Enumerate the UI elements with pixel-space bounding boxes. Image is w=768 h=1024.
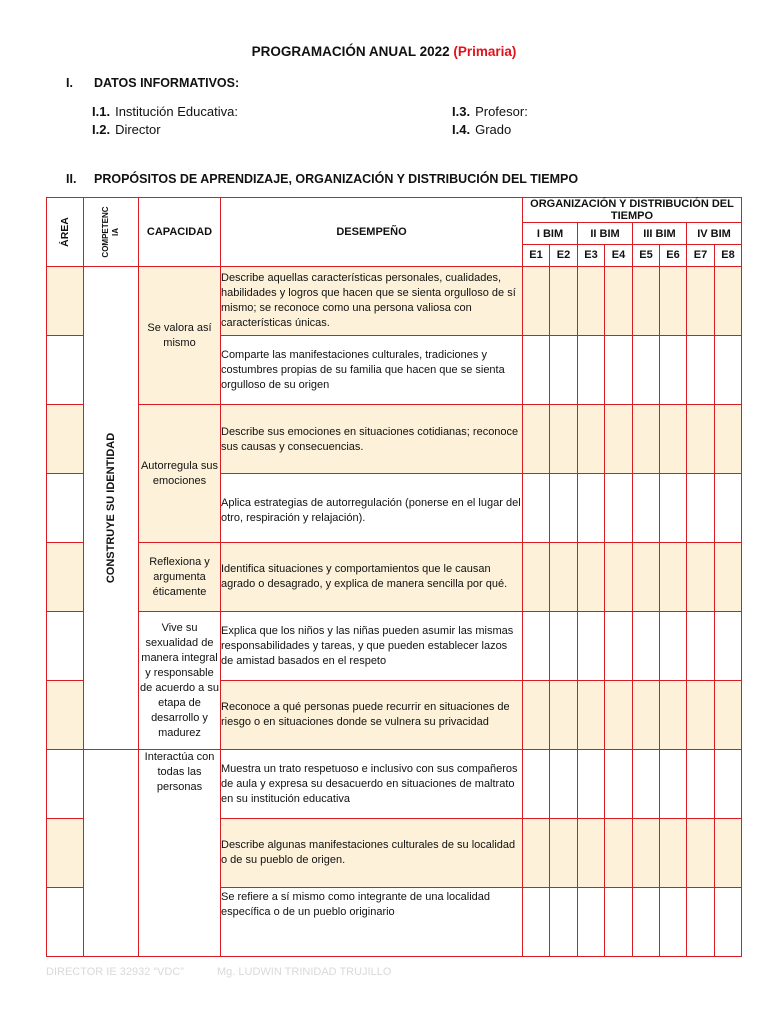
area-cell	[47, 543, 84, 612]
e-cell	[550, 543, 578, 612]
field-director	[92, 122, 161, 137]
capacidad-cell: Interactúa con todas las personas	[139, 750, 221, 957]
field-institucion	[92, 104, 238, 119]
e-cell	[605, 405, 633, 474]
competencia-cell	[84, 750, 139, 957]
field-label: Grado	[475, 122, 512, 137]
table-row	[47, 405, 742, 474]
field-code: I.2.	[92, 122, 111, 137]
section-2-number: II.	[66, 172, 77, 186]
desempeno-cell: Describe sus emociones en situaciones cotidianas; reconoce sus causas y consecuencias.	[221, 405, 523, 474]
footer-left: DIRECTOR IE 32932 “VDC”	[46, 966, 184, 978]
header-desempeno: DESEMPEÑO	[221, 198, 523, 267]
area-cell	[47, 612, 84, 681]
header-e2: E2	[550, 244, 578, 266]
e-cell	[523, 612, 550, 681]
desempeno-cell: Se refiere a sí mismo como integrante de una localidad específica o de un pueblo originario	[221, 888, 523, 957]
e-cell	[715, 405, 742, 474]
e-cell	[578, 336, 605, 405]
area-cell	[47, 819, 84, 888]
e-cell	[523, 681, 550, 750]
capacidad-cell: Autorregula sus emociones	[139, 405, 221, 543]
e-cell	[550, 750, 578, 819]
e-cell	[578, 267, 605, 336]
programacion-table	[46, 197, 742, 957]
e-cell	[550, 405, 578, 474]
e-cell	[660, 750, 687, 819]
e-cell	[523, 888, 550, 957]
header-e6: E6	[660, 244, 687, 266]
section-1-title: DATOS INFORMATIVOS:	[94, 76, 240, 90]
e-cell	[578, 612, 605, 681]
e-cell	[633, 750, 660, 819]
e-cell	[550, 267, 578, 336]
e-cell	[633, 819, 660, 888]
title-main: PROGRAMACIÓN ANUAL 2022	[251, 44, 450, 59]
header-e5: E5	[633, 244, 660, 266]
field-grado	[452, 122, 511, 137]
desempeno-cell: Identifica situaciones y comportamientos que le causan agrado o desagrado, y explica de manera sencilla por qué.	[221, 543, 523, 612]
desempeno-cell: Aplica estrategias de autorregulación (ponerse en el lugar del otro, respiración y relajación).	[221, 474, 523, 543]
header-bim-2: II BIM	[578, 223, 633, 244]
e-cell	[687, 681, 715, 750]
e-cell	[660, 681, 687, 750]
competencia-label: CONSTRUYE SU IDENTIDAD	[105, 432, 117, 584]
e-cell	[605, 750, 633, 819]
header-bim-4: IV BIM	[687, 223, 742, 244]
e-cell	[605, 336, 633, 405]
e-cell	[550, 681, 578, 750]
e-cell	[715, 819, 742, 888]
e-cell	[660, 543, 687, 612]
e-cell	[605, 474, 633, 543]
e-cell	[633, 543, 660, 612]
header-organizacion: ORGANIZACIÓN Y DISTRIBUCIÓN DEL TIEMPO	[523, 198, 742, 223]
e-cell	[523, 405, 550, 474]
field-label: Profesor:	[475, 104, 528, 119]
area-cell	[47, 267, 84, 336]
e-cell	[633, 336, 660, 405]
capacidad-cell: Reflexiona y argumenta éticamente	[139, 543, 221, 612]
field-label: Director	[115, 122, 161, 137]
table-row	[47, 543, 742, 612]
table-row	[47, 267, 742, 336]
capacidad-cell: Se valora así mismo	[139, 267, 221, 405]
e-cell	[578, 888, 605, 957]
header-bim-3: III BIM	[633, 223, 687, 244]
header-e1: E1	[523, 244, 550, 266]
e-cell	[550, 888, 578, 957]
footer-watermark	[46, 966, 421, 978]
header-e4: E4	[605, 244, 633, 266]
table-row	[47, 750, 742, 819]
header-area-cell	[47, 198, 84, 267]
desempeno-cell: Muestra un trato respetuoso e inclusivo con sus compañeros de aula y expresa su desacuerdo en situaciones de maltrato en su institución educativa	[221, 750, 523, 819]
header-competencia: COMPETENC IA	[101, 206, 120, 258]
e-cell	[715, 888, 742, 957]
table-row	[47, 612, 742, 681]
footer-right: Mg. LUDWIN TRINIDAD TRUJILLO	[217, 966, 392, 978]
e-cell	[523, 819, 550, 888]
e-cell	[633, 267, 660, 336]
e-cell	[660, 888, 687, 957]
header-e3: E3	[578, 244, 605, 266]
e-cell	[605, 681, 633, 750]
e-cell	[578, 543, 605, 612]
header-bim-1: I BIM	[523, 223, 578, 244]
field-code: I.1.	[92, 104, 111, 119]
e-cell	[633, 681, 660, 750]
e-cell	[660, 612, 687, 681]
header-e8: E8	[715, 244, 742, 266]
e-cell	[715, 612, 742, 681]
e-cell	[715, 681, 742, 750]
e-cell	[660, 405, 687, 474]
e-cell	[687, 819, 715, 888]
field-label: Institución Educativa:	[115, 104, 238, 119]
e-cell	[687, 336, 715, 405]
e-cell	[633, 405, 660, 474]
e-cell	[605, 888, 633, 957]
header-e7: E7	[687, 244, 715, 266]
e-cell	[523, 750, 550, 819]
e-cell	[578, 681, 605, 750]
e-cell	[550, 474, 578, 543]
e-cell	[715, 336, 742, 405]
e-cell	[687, 543, 715, 612]
area-cell	[47, 474, 84, 543]
area-cell	[47, 405, 84, 474]
e-cell	[550, 819, 578, 888]
section-2-title: PROPÓSITOS DE APRENDIZAJE, ORGANIZACIÓN Y DISTRIBUCIÓN DEL TIEMPO	[94, 172, 579, 186]
e-cell	[715, 474, 742, 543]
e-cell	[605, 612, 633, 681]
capacidad-cell: Vive su sexualidad de manera integral y responsable de acuerdo a su etapa de desarrollo y madurez	[139, 612, 221, 750]
area-cell	[47, 681, 84, 750]
title-highlight: (Primaria)	[453, 44, 517, 59]
e-cell	[605, 819, 633, 888]
e-cell	[687, 612, 715, 681]
document-title	[0, 44, 768, 59]
e-cell	[578, 750, 605, 819]
e-cell	[578, 819, 605, 888]
competencia-cell	[84, 267, 139, 750]
desempeno-cell: Reconoce a qué personas puede recurrir en situaciones de riesgo o en situaciones donde se vulnera su privacidad	[221, 681, 523, 750]
header-capacidad: CAPACIDAD	[139, 198, 221, 267]
e-cell	[523, 543, 550, 612]
e-cell	[687, 888, 715, 957]
e-cell	[605, 543, 633, 612]
e-cell	[550, 612, 578, 681]
e-cell	[687, 750, 715, 819]
e-cell	[633, 474, 660, 543]
e-cell	[660, 267, 687, 336]
desempeno-cell: Describe aquellas características personales, cualidades, habilidades y logros que hacen que se sienta orgulloso de sí mismo; se reconoce como una persona valiosa con características únicas.	[221, 267, 523, 336]
area-cell	[47, 750, 84, 819]
desempeno-cell: Explica que los niños y las niñas pueden asumir las mismas responsabilidades y tareas, y que pueden establecer lazos de amistad basados en el respeto	[221, 612, 523, 681]
section-1-number: I.	[66, 76, 73, 90]
e-cell	[660, 336, 687, 405]
desempeno-cell: Comparte las manifestaciones culturales, tradiciones y costumbres propias de su familia que hacen que se sienta orgulloso de su origen	[221, 336, 523, 405]
e-cell	[523, 474, 550, 543]
e-cell	[687, 474, 715, 543]
e-cell	[687, 267, 715, 336]
field-profesor	[452, 104, 528, 119]
e-cell	[550, 336, 578, 405]
e-cell	[715, 267, 742, 336]
e-cell	[687, 405, 715, 474]
field-code: I.4.	[452, 122, 471, 137]
e-cell	[633, 888, 660, 957]
header-area: ÁREA	[59, 217, 71, 247]
e-cell	[523, 336, 550, 405]
e-cell	[633, 612, 660, 681]
area-cell	[47, 888, 84, 957]
e-cell	[660, 819, 687, 888]
e-cell	[578, 405, 605, 474]
e-cell	[715, 750, 742, 819]
desempeno-cell: Describe algunas manifestaciones culturales de su localidad o de su pueblo de origen.	[221, 819, 523, 888]
e-cell	[715, 543, 742, 612]
header-competencia-cell	[84, 198, 139, 267]
field-code: I.3.	[452, 104, 471, 119]
area-cell	[47, 336, 84, 405]
e-cell	[523, 267, 550, 336]
e-cell	[605, 267, 633, 336]
e-cell	[660, 474, 687, 543]
e-cell	[578, 474, 605, 543]
